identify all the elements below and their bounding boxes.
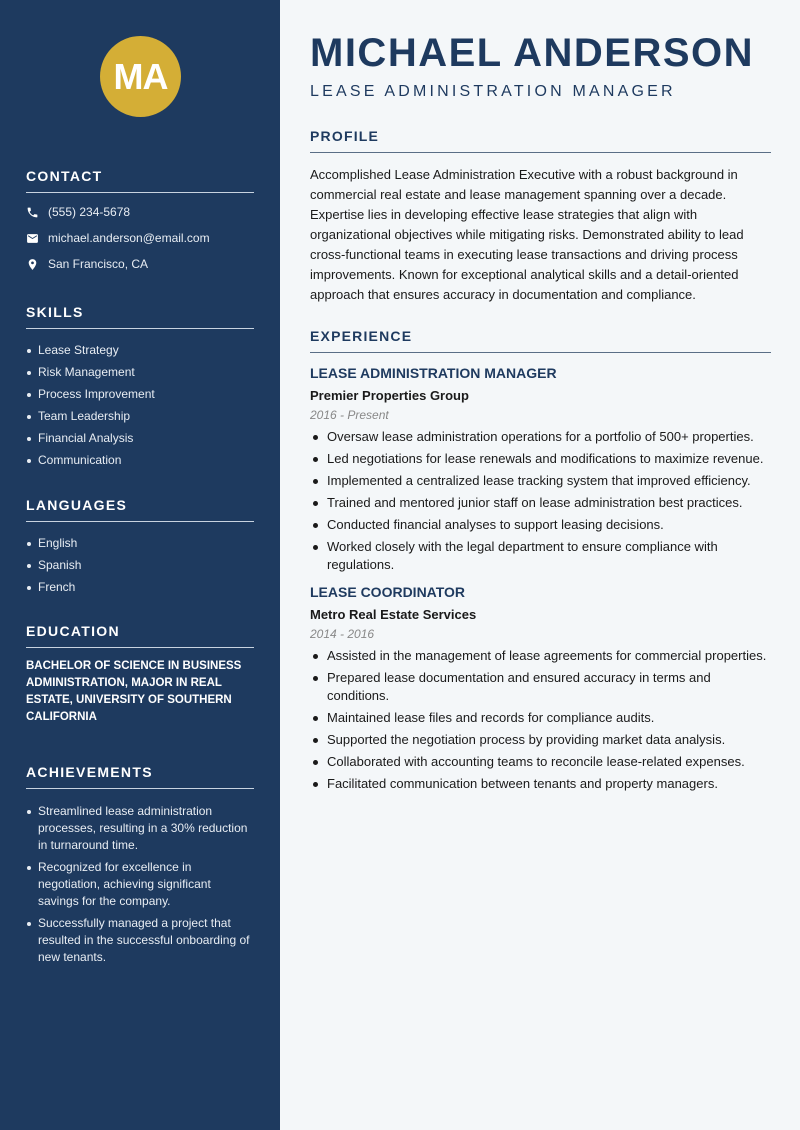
skills-list bbox=[26, 339, 254, 471]
achievements-heading: ACHIEVEMENTS bbox=[26, 764, 254, 789]
job-entry bbox=[310, 584, 771, 793]
contact-phone bbox=[26, 199, 254, 225]
job-company: Premier Properties Group bbox=[310, 388, 469, 403]
profile-text: Accomplished Lease Administration Executive with a robust background in commercial real estate and lease management spanning over a decade. Expertise lies in developing effective lease strategies that align with organizational objectives while mitigating risks. Demonstrated ability to lead cross-functional teams in executing lease transactions and driving process improvements. Known for exceptional analytical skills and a detail-oriented approach that ensures accuracy in documentation and compliance. bbox=[310, 167, 744, 302]
profile-section bbox=[310, 128, 771, 305]
location-text: San Francisco, CA bbox=[48, 257, 149, 271]
language-item: English bbox=[26, 532, 254, 554]
achievements-section bbox=[26, 764, 254, 971]
skill-item: Team Leadership bbox=[26, 405, 254, 427]
languages-heading: LANGUAGES bbox=[26, 497, 254, 522]
email-text: michael.anderson@email.com bbox=[48, 231, 210, 245]
contact-heading: CONTACT bbox=[26, 168, 254, 193]
achievements-list bbox=[26, 803, 254, 966]
email-icon bbox=[26, 232, 39, 245]
job-entry bbox=[310, 365, 771, 574]
job-bullets bbox=[310, 428, 771, 574]
contact-section bbox=[26, 168, 254, 277]
skill-item: Financial Analysis bbox=[26, 427, 254, 449]
achievement-item: Successfully managed a project that resulted in the successful onboarding of new tenants. bbox=[26, 915, 254, 966]
job-title: LEASE ADMINISTRATION MANAGER bbox=[310, 365, 557, 381]
job-bullets bbox=[310, 647, 771, 793]
skill-item: Process Improvement bbox=[26, 383, 254, 405]
job-bullet: Implemented a centralized lease tracking system that improved efficiency. bbox=[310, 472, 771, 490]
education-degree: BACHELOR OF SCIENCE IN BUSINESS ADMINISTRATION, MAJOR IN REAL ESTATE, UNIVERSITY OF SOUTHERN CALIFORNIA bbox=[26, 660, 242, 723]
job-bullet: Facilitated communication between tenants and property managers. bbox=[310, 775, 771, 793]
achievement-item: Recognized for excellence in negotiation, achieving significant savings for the company. bbox=[26, 859, 254, 910]
skill-item: Lease Strategy bbox=[26, 339, 254, 361]
job-company: Metro Real Estate Services bbox=[310, 607, 477, 622]
skills-heading: SKILLS bbox=[26, 304, 254, 329]
job-dates: 2016 - Present bbox=[310, 408, 389, 422]
job-bullet: Worked closely with the legal department to ensure compliance with regulations. bbox=[310, 538, 771, 574]
experience-heading: EXPERIENCE bbox=[310, 328, 771, 353]
jobs-list bbox=[310, 365, 771, 793]
candidate-name: MICHAEL ANDERSON bbox=[310, 31, 755, 75]
job-bullet: Collaborated with accounting teams to reconcile lease-related expenses. bbox=[310, 753, 771, 771]
contact-location bbox=[26, 251, 254, 277]
sidebar bbox=[0, 0, 280, 1130]
job-bullet: Maintained lease files and records for compliance audits. bbox=[310, 709, 771, 727]
skill-item: Risk Management bbox=[26, 361, 254, 383]
profile-heading: PROFILE bbox=[310, 128, 771, 153]
experience-section bbox=[310, 328, 771, 797]
job-bullet: Oversaw lease administration operations for a portfolio of 500+ properties. bbox=[310, 428, 771, 446]
avatar: MA bbox=[100, 36, 181, 117]
phone-icon bbox=[26, 206, 39, 219]
job-bullet: Assisted in the management of lease agreements for commercial properties. bbox=[310, 647, 771, 665]
candidate-title: LEASE ADMINISTRATION MANAGER bbox=[310, 83, 676, 100]
job-bullet: Conducted financial analyses to support leasing decisions. bbox=[310, 516, 771, 534]
languages-list bbox=[26, 532, 254, 598]
job-bullet: Supported the negotiation process by providing market data analysis. bbox=[310, 731, 771, 749]
skill-item: Communication bbox=[26, 449, 254, 471]
job-dates: 2014 - 2016 bbox=[310, 627, 375, 641]
job-bullet: Led negotiations for lease renewals and modifications to maximize revenue. bbox=[310, 450, 771, 468]
education-section bbox=[26, 623, 254, 726]
contact-email bbox=[26, 225, 254, 251]
job-bullet: Prepared lease documentation and ensured accuracy in terms and conditions. bbox=[310, 669, 771, 705]
skills-section bbox=[26, 304, 254, 471]
job-bullet: Trained and mentored junior staff on lease administration best practices. bbox=[310, 494, 771, 512]
phone-text: (555) 234-5678 bbox=[48, 205, 131, 219]
language-item: Spanish bbox=[26, 554, 254, 576]
job-title: LEASE COORDINATOR bbox=[310, 584, 466, 600]
education-heading: EDUCATION bbox=[26, 623, 254, 648]
languages-section bbox=[26, 497, 254, 598]
achievement-item: Streamlined lease administration processes, resulting in a 30% reduction in turnaround time. bbox=[26, 803, 254, 854]
location-pin-icon bbox=[26, 258, 39, 271]
language-item: French bbox=[26, 576, 254, 598]
